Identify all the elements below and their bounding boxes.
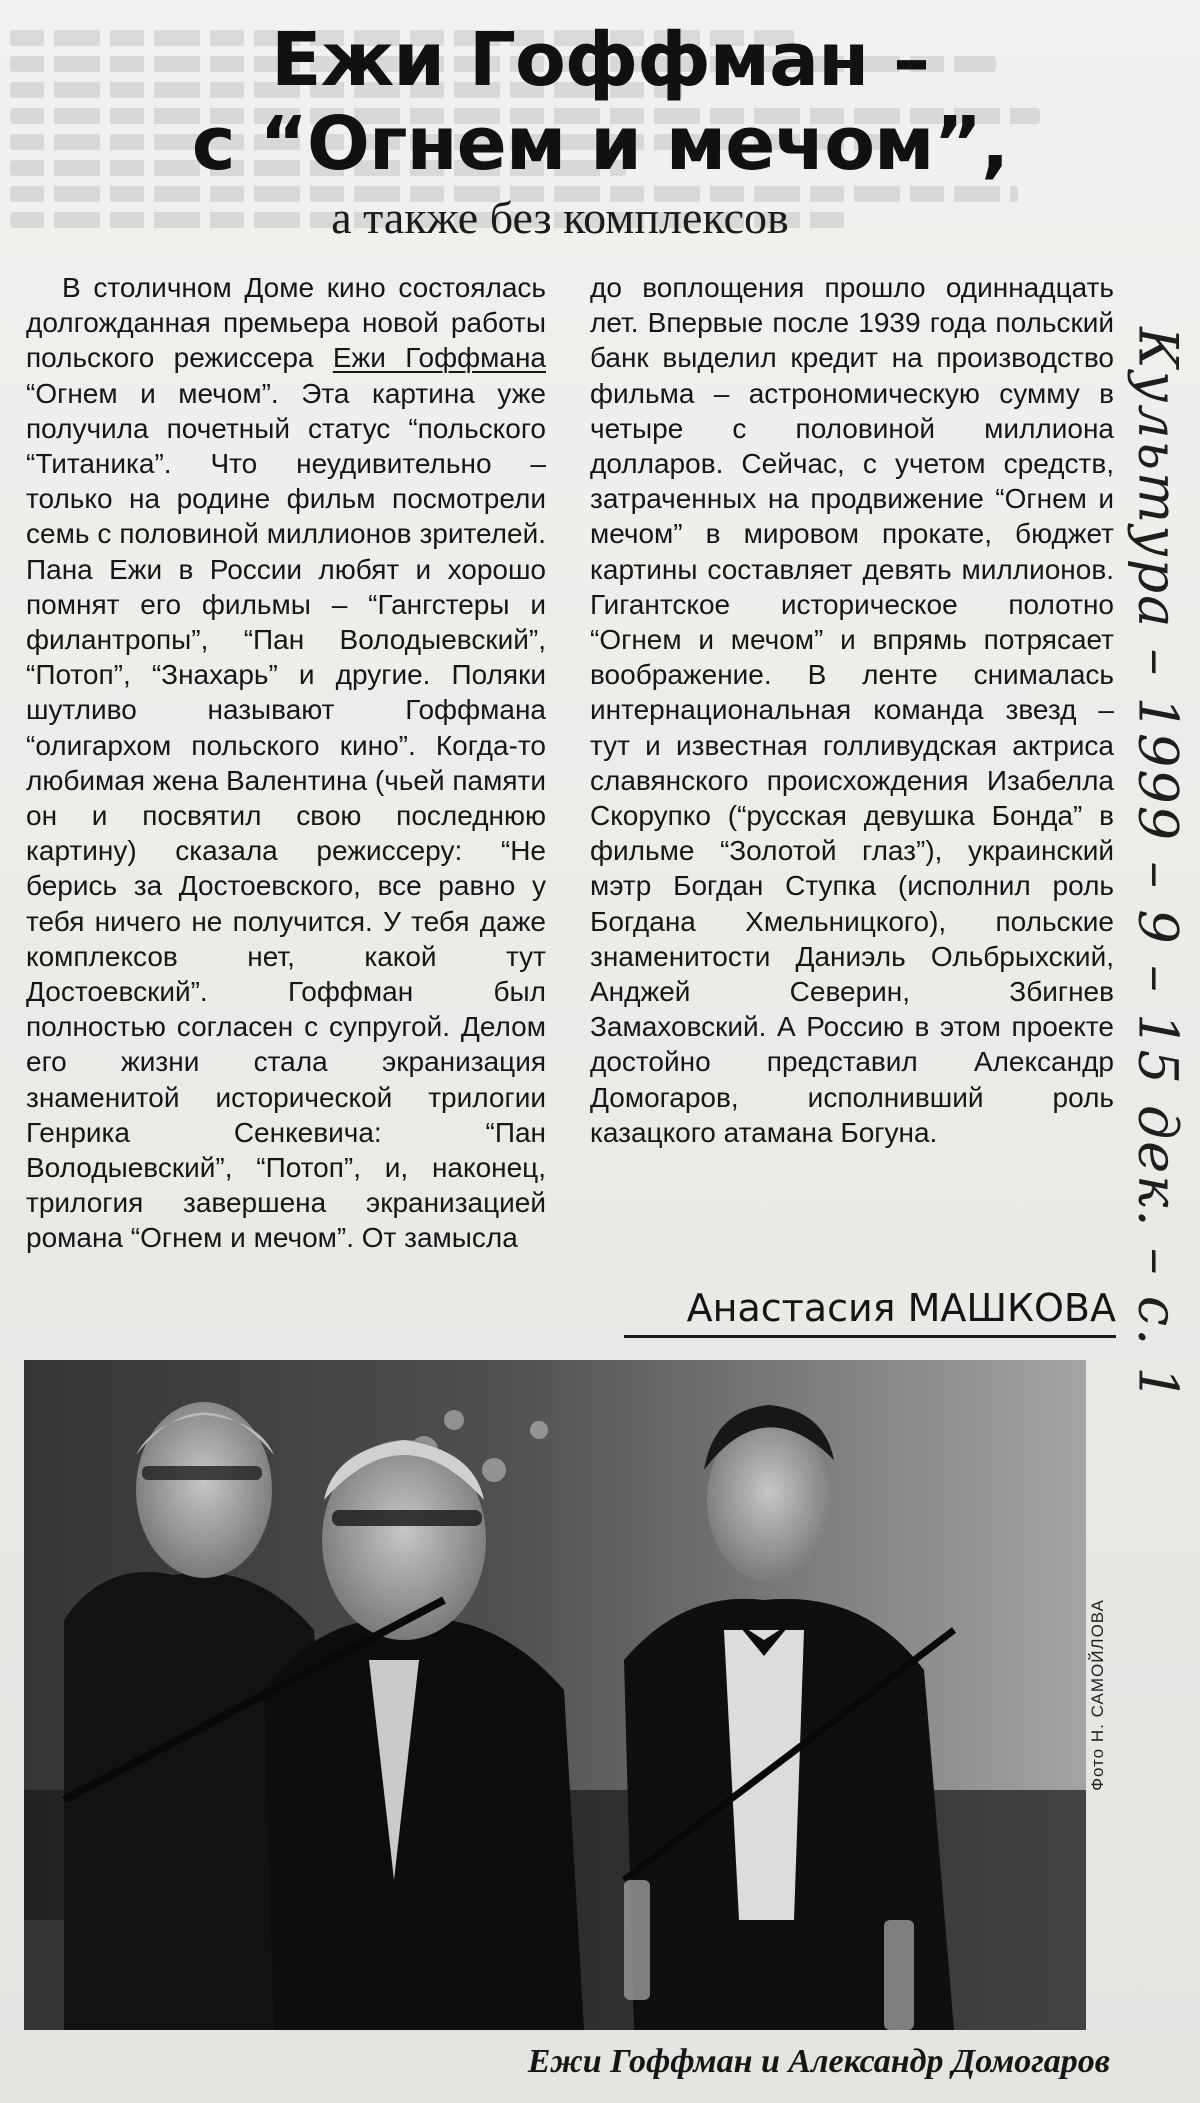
- underlined-name: Ежи Гоффмана: [332, 342, 546, 374]
- photo-illustration: [24, 1360, 1086, 2030]
- headline: [0, 18, 1200, 186]
- article-paragraph: [26, 270, 546, 1256]
- headline-line-1: Ежи Гоффман –: [271, 17, 929, 103]
- photo-credit-text: Фото Н. САМОЙЛОВА: [1088, 1599, 1107, 1791]
- headline-line-2: с “Огнем и мечом”,: [191, 101, 1009, 187]
- subheadline: а также без комплексов: [331, 192, 789, 243]
- photo-credit: [1078, 1360, 1118, 2030]
- text-span: В столичном Доме кино состоялась долгожданная премьера новой работы польского режиссера: [26, 272, 546, 374]
- text-span: “Огнем и мечом”. Эта картина уже получила почетный статус “польского “Титаника”. Что неудивительно – только на родине фильм посмотрели семь с половиной миллионов зрителей. Пана Ежи в России любят и хорошо помнят его фильмы – “Гангстеры и филантропы”, “Пан Володыевский”, “Потоп”, “Знахарь” и другие. Поляки шутливо называют Гоффмана “олигархом польского кино”. Когда-то любимая жена Валентина (чьей памяти он и посвятил свою последнюю картину) сказала режиссеру: “Не берись за Достоевского, все равно у тебя ничего не получится. У тебя даже комплексов нет, какой тут Достоевский”. Гоффман был полностью согласен с супругой. Делом его жизни стала экранизация знаменитой исторической трилогии Генрика Сенкевича: “Пан Володыевский”, “Потоп”, и, наконец, трилогия завершена экранизацией романа “Огнем и мечом”. От замысла: [26, 377, 546, 1254]
- handwritten-annotation: [1118, 230, 1198, 1500]
- handwritten-annotation-text: Культура – 1999 – 9 – 15 дек. – с. 1: [1126, 327, 1190, 1403]
- article-column-right: [590, 270, 1114, 1150]
- article-paragraph: до воплощения прошло одиннадцать лет. Впервые после 1939 года польский банк выделил кредит на производство фильма – астрономическую сумму в четыре с половиной миллиона долларов. Сейчас, с учетом средств, затраченных на продвижение “Огнем и мечом” в мировом прокате, бюджет картины составляет девять миллионов. Гигантское историческое полотно “Огнем и мечом” и впрямь потрясает воображение. В ленте снималась интернациональная команда звезд – тут и известная голливудская актриса славянского происхождения Изабелла Скорупко (“русская девушка Бонда” в фильме “Золотой глаз”), украинский мэтр Богдан Ступка (исполнил роль Богдана Хмельницкого), польские знаменитости Даниэль Ольбрыхский, Анджей Северин, Збигнев Замаховский. А Россию в этом проекте достойно представил Александр Домогаров, исполнивший роль казацкого атамана Богуна.: [590, 272, 1114, 1148]
- photo-caption: Ежи Гоффман и Александр Домогаров: [527, 2043, 1110, 2080]
- author-byline: Анастасия МАШКОВА: [624, 1283, 1116, 1338]
- article-column-left: [26, 270, 546, 1256]
- press-photo: [24, 1360, 1086, 2030]
